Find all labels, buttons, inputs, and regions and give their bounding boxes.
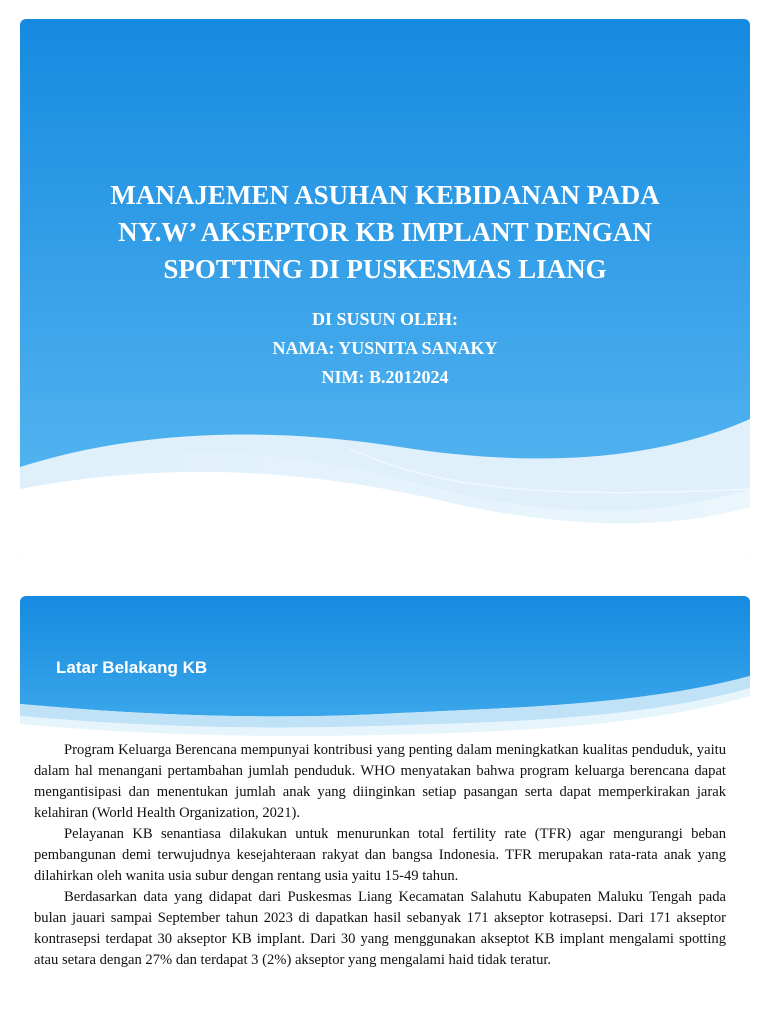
author-name: NAMA: YUSNITA SANAKY	[272, 338, 498, 358]
title-line-2: NY.W’ AKSEPTOR KB IMPLANT DENGAN	[118, 217, 652, 247]
presentation-title	[50, 177, 720, 288]
section-body	[34, 740, 726, 971]
paragraph-1: Program Keluarga Berencana mempunyai kontribusi yang penting dalam meningkatkan kualitas penduduk, yaitu dalam hal menangani pertambahan jumlah penduduk. WHO menyatakan bahwa program keluarga berencana dapat mengantisipasi dan menentukan jumlah anak yang diinginkan setiap pasangan serta dapat memperkirakan jarak kelahiran (World Health Organization, 2021).	[34, 742, 726, 821]
author-label: DI SUSUN OLEH:	[311, 309, 459, 329]
content-slide	[20, 596, 750, 1024]
author-nim: NIM: B.2012024	[321, 367, 449, 387]
paragraph-2: Pelayanan KB senantiasa dilakukan untuk menurunkan total fertility rate (TFR) agar mengurangi beban pembangunan demi terwujudnya kesejahteraan rakyat dan bangsa Indonesia. TFR merupakan rata-rata anak yang dilahirkan oleh wanita usia subur dengan rentang usia yaitu 15-49 tahun.	[34, 826, 726, 884]
author-block	[50, 305, 720, 392]
title-slide-background	[20, 19, 750, 559]
title-slide	[20, 19, 750, 559]
section-heading: Latar Belakang KB	[56, 658, 208, 677]
title-line-1: MANAJEMEN ASUHAN KEBIDANAN PADA	[110, 180, 660, 210]
paragraph-3: Berdasarkan data yang didapat dari Puskesmas Liang Kecamatan Salahutu Kabupaten Maluku Tengah pada bulan jauari sampai September tahun 2023 di dapatkan hasil sebanyak 171 akseptor kotrasepsi. Dari 171 akseptor kontrasepsi terdapat 30 akseptor KB implant. Dari 30 yang menggunakan akseptot KB implant mengalami spotting atau setara dengan 27% dan terdapat 3 (2%) akseptor yang mengalami haid tidak teratur.	[34, 889, 726, 968]
title-line-3: SPOTTING DI PUSKESMAS LIANG	[163, 254, 607, 284]
